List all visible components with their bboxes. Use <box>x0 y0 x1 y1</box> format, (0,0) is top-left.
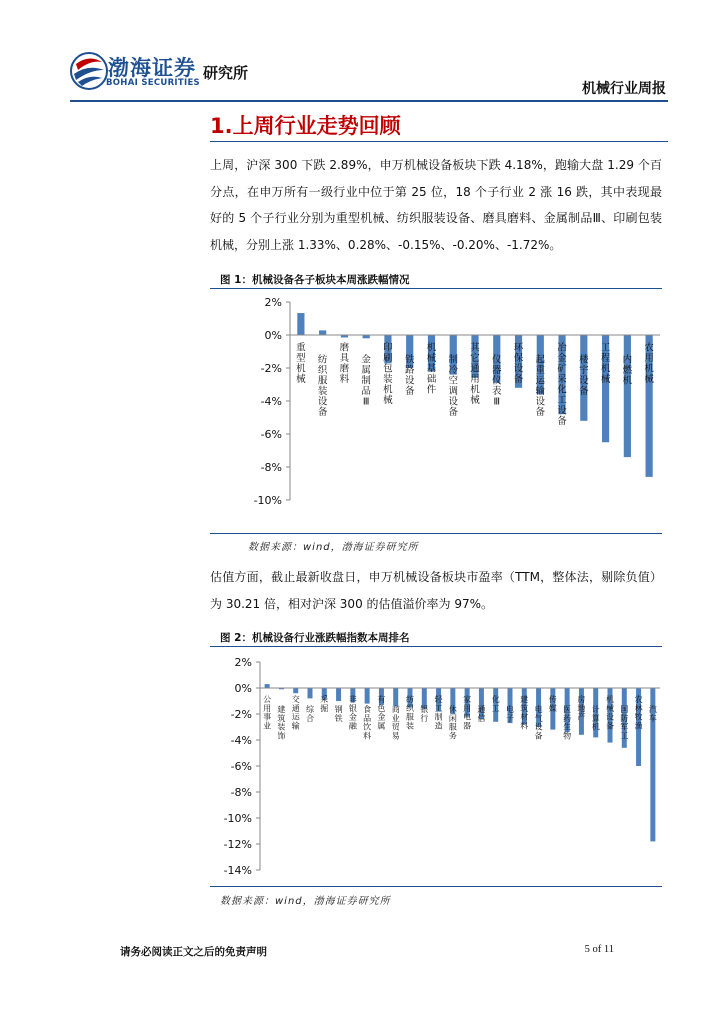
figure1-source: 数据来源：wind，渤海证券研究所 <box>248 542 419 553</box>
chart1-y-tick-label: -10% <box>253 494 282 507</box>
chart1-category-label: 起重运输设备 <box>535 354 546 418</box>
chart2-category-label: 采掘 <box>320 695 329 713</box>
chart2-category-label: 国防军工 <box>620 705 629 741</box>
chart2-y-tick-label: -10% <box>223 812 252 825</box>
chart2-y-tick-label: -4% <box>230 734 252 747</box>
chart2-category-label: 通信 <box>477 705 486 723</box>
chart1-category-label: 纺织服装设备 <box>317 354 328 418</box>
chart2-category-label: 公用事业 <box>263 695 272 731</box>
chart1-category-label: 环保设备 <box>513 342 524 385</box>
report-type: 机械行业周报 <box>582 81 666 97</box>
paragraph-valuation: 估值方面，截止最新收盘日，申万机械设备板块市盈率（TTM，整体法，剔除负值）为 30.21 倍，相对沪深 300 的估值溢价率为 97%。 <box>210 570 662 611</box>
figure1-top-rule <box>210 288 662 289</box>
chart2-category-label: 电子 <box>506 705 514 723</box>
chart1-category-label: 印刷包装机械 <box>383 342 393 406</box>
title-divider <box>210 141 668 142</box>
institute-name: 研究所 <box>203 64 249 82</box>
figure1-bottom-rule <box>210 533 662 534</box>
chart2-y-tick-label: -6% <box>230 760 252 773</box>
chart2-category-label: 传媒 <box>548 695 557 713</box>
figure2-top-rule <box>210 646 662 647</box>
chart2-category-label: 汽车 <box>648 705 657 723</box>
chart2-category-label: 医药生物 <box>563 705 572 741</box>
chart2-category-label: 银行 <box>420 705 429 723</box>
chart2-y-tick-label: 2% <box>234 656 252 669</box>
chart2-y-tick-label: -2% <box>230 708 252 721</box>
footer-disclaimer: 请务必阅读正文之后的免责声明 <box>120 946 267 958</box>
chart1-y-tick-label: -4% <box>260 395 282 408</box>
chart2-category-label: 商业贸易 <box>391 705 400 741</box>
chart1-category-label: 冶金矿采化工设备 <box>557 342 567 427</box>
chart1-y-tick-label: 0% <box>264 329 282 342</box>
section-title: 1.上周行业走势回顾 <box>210 114 401 138</box>
chart2-category-label: 非银金融 <box>348 695 357 731</box>
logo-english-name: BOHAI SECURITIES <box>106 78 200 88</box>
chart2-bar <box>308 688 313 698</box>
chart1-y-tick-label: -6% <box>260 428 282 441</box>
paragraph-market-review: 上周，沪深 300 下跌 2.89%，申万机械设备板块下跌 4.18%，跑输大盘 1.29 个百分点，在申万所有一级行业中位于第 25 位，18 个子行业 2 涨 16 跌，其中表现最好的 5 个子行业分别为重型机械、纺织服装设备、磨具磨料、金属制品Ⅲ、印刷包装机械，分别上涨 1.33%、0.28%、-0.15%、-0.20%、-1.72%。 <box>210 158 662 252</box>
chart1-category-label: 工程机械 <box>600 342 611 385</box>
chart2-category-label: 房地产 <box>577 695 586 722</box>
chart1-category-label: 楼宇设备 <box>579 354 589 397</box>
chart1-category-label: 重型机械 <box>296 342 306 385</box>
chart2-category-label: 计算机 <box>591 705 600 732</box>
chart1-category-label: 磨具磨料 <box>339 342 350 385</box>
chart2-category-label: 交通运输 <box>291 695 300 731</box>
chart2-y-tick-label: -12% <box>223 838 252 851</box>
header-divider <box>70 100 668 102</box>
chart2-category-label: 建筑材料 <box>520 695 529 731</box>
chart1-y-tick-label: 2% <box>264 296 282 309</box>
chart2-category-label: 轻工制造 <box>434 695 443 731</box>
chart2-category-label: 化工 <box>491 695 500 713</box>
chart2-category-label: 电气设备 <box>534 705 543 741</box>
chart-industry-ranking <box>210 650 662 882</box>
chart1-category-label: 农用机械 <box>644 342 654 385</box>
chart2-y-tick-label: -14% <box>223 864 252 877</box>
chart2-category-label: 钢铁 <box>334 705 343 723</box>
chart2-category-label: 综合 <box>306 705 314 723</box>
chart2-bar <box>293 688 298 693</box>
logo-emblem-icon <box>70 50 108 92</box>
chart1-category-label: 铁路设备 <box>404 354 415 397</box>
chart2-category-label: 纺织服装 <box>406 695 414 731</box>
chart1-category-label: 制冷空调设备 <box>448 354 458 418</box>
chart-subsector-weekly-change <box>210 292 662 532</box>
chart2-category-label: 家用电器 <box>463 695 472 731</box>
logo-chinese-name: 渤海证券 <box>108 56 196 80</box>
figure2-title: 图 2：机械设备行业涨跌幅指数本周排名 <box>220 632 410 644</box>
page-number: 5 of 11 <box>584 944 614 955</box>
chart2-bar <box>365 688 370 704</box>
chart1-category-label: 机械基础件 <box>426 342 437 396</box>
chart1-bar <box>624 335 631 457</box>
chart2-category-label: 农林牧渔 <box>634 695 643 731</box>
chart1-category-label: 金属制品 Ⅲ <box>361 354 371 408</box>
chart1-category-label: 仪器仪表 Ⅲ <box>492 354 502 408</box>
figure2-bottom-rule <box>210 886 662 887</box>
chart2-bar <box>393 688 398 706</box>
chart2-category-label: 机械设备 <box>606 695 614 731</box>
chart2-category-label: 有色金属 <box>377 695 386 731</box>
figure1-title: 图 1：机械设备各子板块本周涨跌幅情况 <box>220 274 410 286</box>
chart2-y-tick-label: 0% <box>234 682 252 695</box>
chart2-y-tick-label: -8% <box>230 786 252 799</box>
chart1-bar <box>297 313 304 335</box>
chart2-category-label: 食品饮料 <box>363 705 372 741</box>
chart2-category-label: 建筑装饰 <box>277 705 286 741</box>
chart2-category-label: 休闲服务 <box>448 705 457 741</box>
chart1-category-label: 内燃机 <box>622 354 633 387</box>
chart2-bar <box>336 688 341 701</box>
chart1-y-tick-label: -8% <box>260 461 282 474</box>
figure2-source: 数据来源：wind，渤海证券研究所 <box>220 896 391 907</box>
chart2-bar <box>265 684 270 688</box>
chart1-category-label: 其它通用机械 <box>470 342 480 406</box>
chart1-y-tick-label: -2% <box>260 362 282 375</box>
chart1-bar <box>319 330 326 335</box>
